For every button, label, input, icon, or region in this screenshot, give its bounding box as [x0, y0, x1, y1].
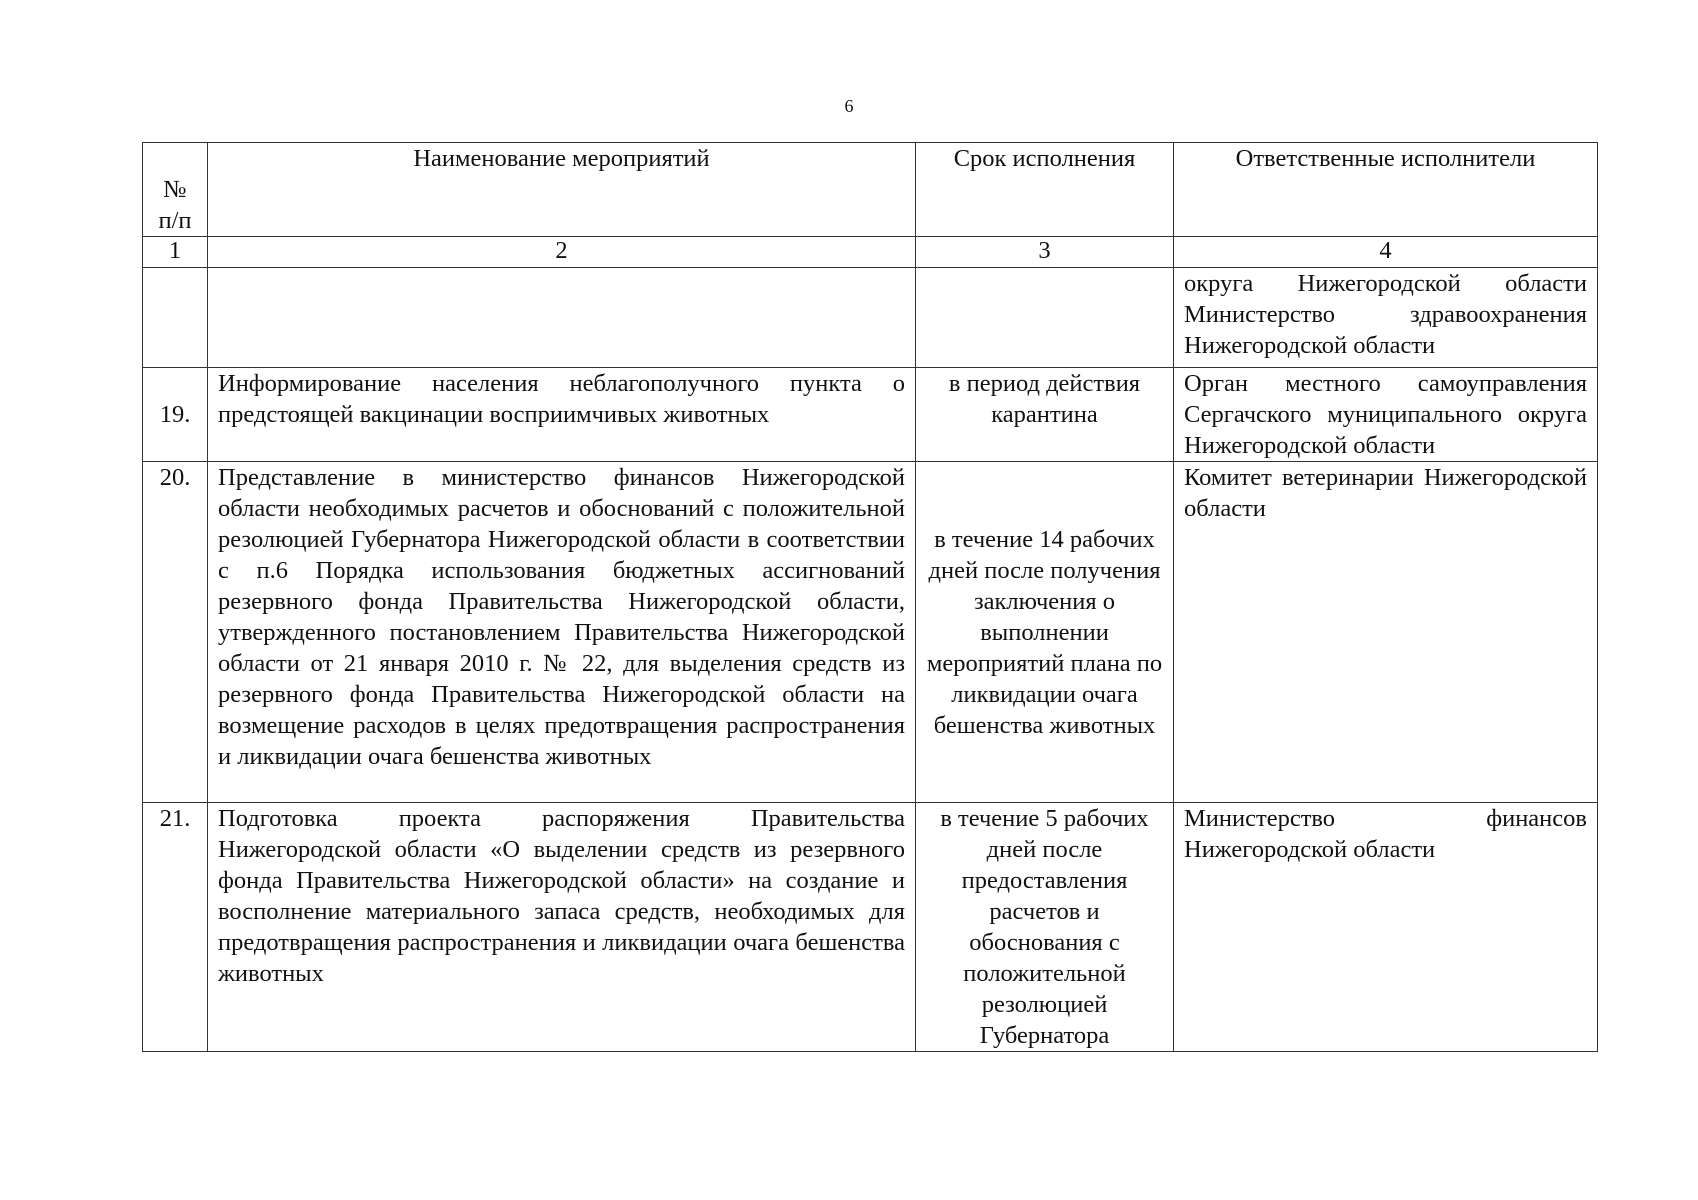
header-num-abbrev: п/п: [158, 207, 192, 234]
table-row-19: [143, 368, 1598, 462]
column-index-1: 1: [143, 237, 208, 268]
row-responsible: округа Нижегородской области Министерство здравоохранения Нижегородской области: [1174, 268, 1598, 368]
row-responsible: Комитет ветеринарии Нижегородской области: [1174, 462, 1598, 803]
table-header-row: [143, 143, 1598, 237]
row-responsible: Орган местного самоуправления Сергачского муниципального округа Нижегородской области: [1174, 368, 1598, 462]
header-responsible: Ответственные исполнители: [1174, 143, 1598, 237]
row-term: [916, 268, 1174, 368]
row-num: 20.: [143, 462, 208, 803]
row-name: Информирование населения неблагополучного пункта о предстоящей вакцинации восприимчивых животных: [208, 368, 916, 462]
header-term: Срок исполнения: [916, 143, 1174, 237]
column-index-3: 3: [916, 237, 1174, 268]
row-num: [143, 268, 208, 368]
table-row-20: [143, 462, 1598, 803]
measures-table: [142, 142, 1598, 1052]
column-index-4: 4: [1174, 237, 1598, 268]
table-row-21: [143, 803, 1598, 1052]
header-name: Наименование мероприятий: [208, 143, 916, 237]
row-name: Подготовка проекта распоряжения Правительства Нижегородской области «О выделении средств из резервного фонда Правительства Нижегородской области» на создание и восполнение материального запаса средств, необходимых для предотвращения распространения и ликвидации очага бешенства животных: [208, 803, 916, 1052]
row-responsible: Министерство финансов Нижегородской области: [1174, 803, 1598, 1052]
row-name: [208, 268, 916, 368]
header-num-cell: [143, 143, 208, 237]
row-num: 21.: [143, 803, 208, 1052]
row-num: 19.: [143, 368, 208, 462]
row-term: в течение 5 рабочих дней после предоставления расчетов и обоснования с положительной резолюцией Губернатора: [916, 803, 1174, 1052]
page-number: 6: [844, 96, 854, 116]
header-num-symbol: №: [163, 176, 187, 203]
column-index-2: 2: [208, 237, 916, 268]
table-row-continued: [143, 268, 1598, 368]
row-term: в период действия карантина: [916, 368, 1174, 462]
column-index-row: [143, 237, 1598, 268]
row-term: в течение 14 рабочих дней после получения заключения о выполнении мероприятий плана по ликвидации очага бешенства животных: [916, 462, 1174, 803]
row-name: Представление в министерство финансов Нижегородской области необходимых расчетов и обоснований с положительной резолюцией Губернатора Нижегородской области в соответствии с п.6 Порядка использования бюджетных ассигнований резервного фонда Правительства Нижегородской области, утвержденного постановлением Правительства Нижегородской области от 21 января 2010 г. № 22, для выделения средств из резервного фонда Правительства Нижегородской области на возмещение расходов в целях предотвращения распространения и ликвидации очага бешенства животных: [208, 462, 916, 803]
